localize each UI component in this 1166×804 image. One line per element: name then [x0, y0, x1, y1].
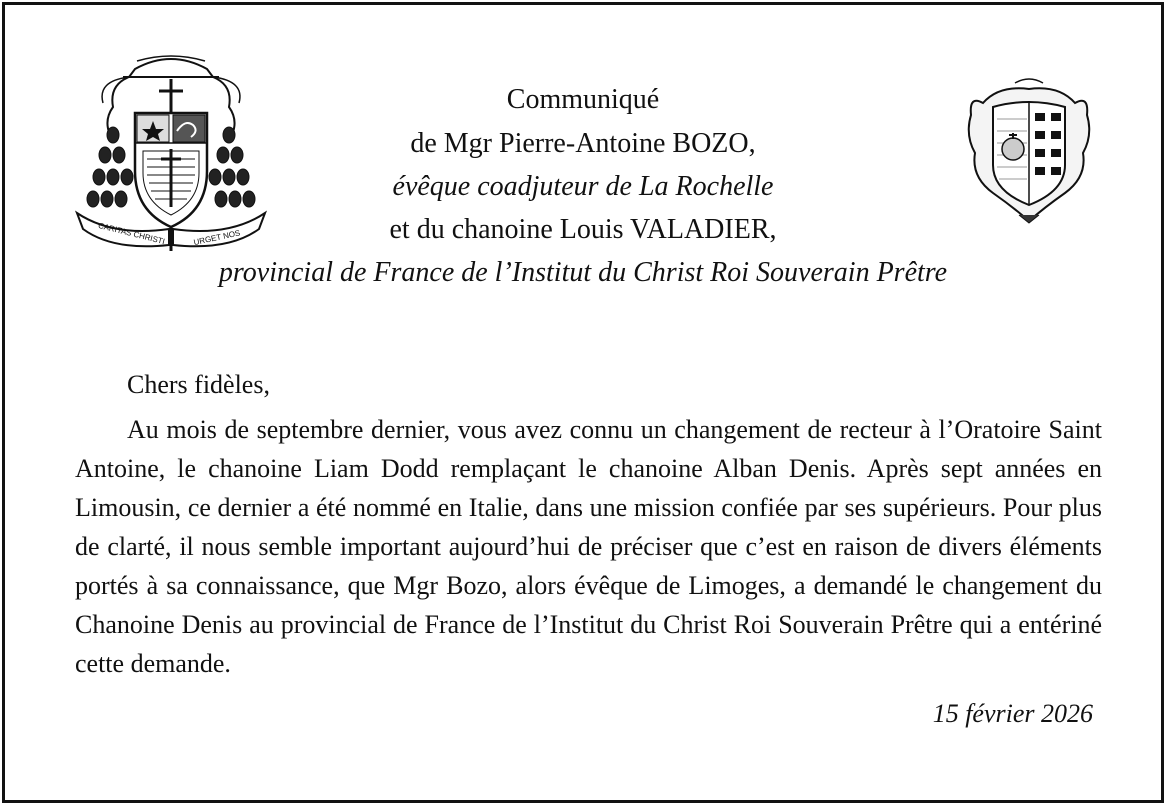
document-frame — [2, 2, 1164, 803]
communique-body — [75, 365, 1102, 683]
header-bishop-title: évêque coadjuteur de La Rochelle — [392, 171, 774, 202]
salutation: Chers fidèles, — [127, 370, 270, 399]
motto-left-text: CARITAS CHRISTI — [97, 220, 166, 247]
main-paragraph: Au mois de septembre dernier, vous avez connu un changement de recteur à l’Oratoire Saint Antoine, le chanoine Liam Dodd remplaçant le chanoine Alban Denis. Après sept années en Limousin, ce dernier a été nommé en Italie, dans une mission confiée par ses supérieurs. Pour plus de clarté, il nous semble important aujourd’hui de préciser que c’est en raison de divers éléments portés à sa connaissance, que Mgr Bozo, alors évêque de Limoges, a demandé le changement du Chanoine Denis au provincial de France de l’Institut du Christ Roi Souverain Prêtre qui a entériné cette demande. — [75, 415, 1102, 678]
header-title: Communiqué — [506, 84, 660, 115]
header-author-bishop: de Mgr Pierre-Antoine BOZO, — [410, 128, 756, 159]
document-date: 15 février 2026 — [932, 699, 1093, 728]
motto-right-text: URGET NOS — [192, 228, 242, 248]
header-canon-title: provincial de France de l’Institut du Christ Roi Souverain Prêtre — [218, 257, 948, 288]
header-author-canon: et du chanoine Louis VALADIER, — [389, 214, 777, 245]
